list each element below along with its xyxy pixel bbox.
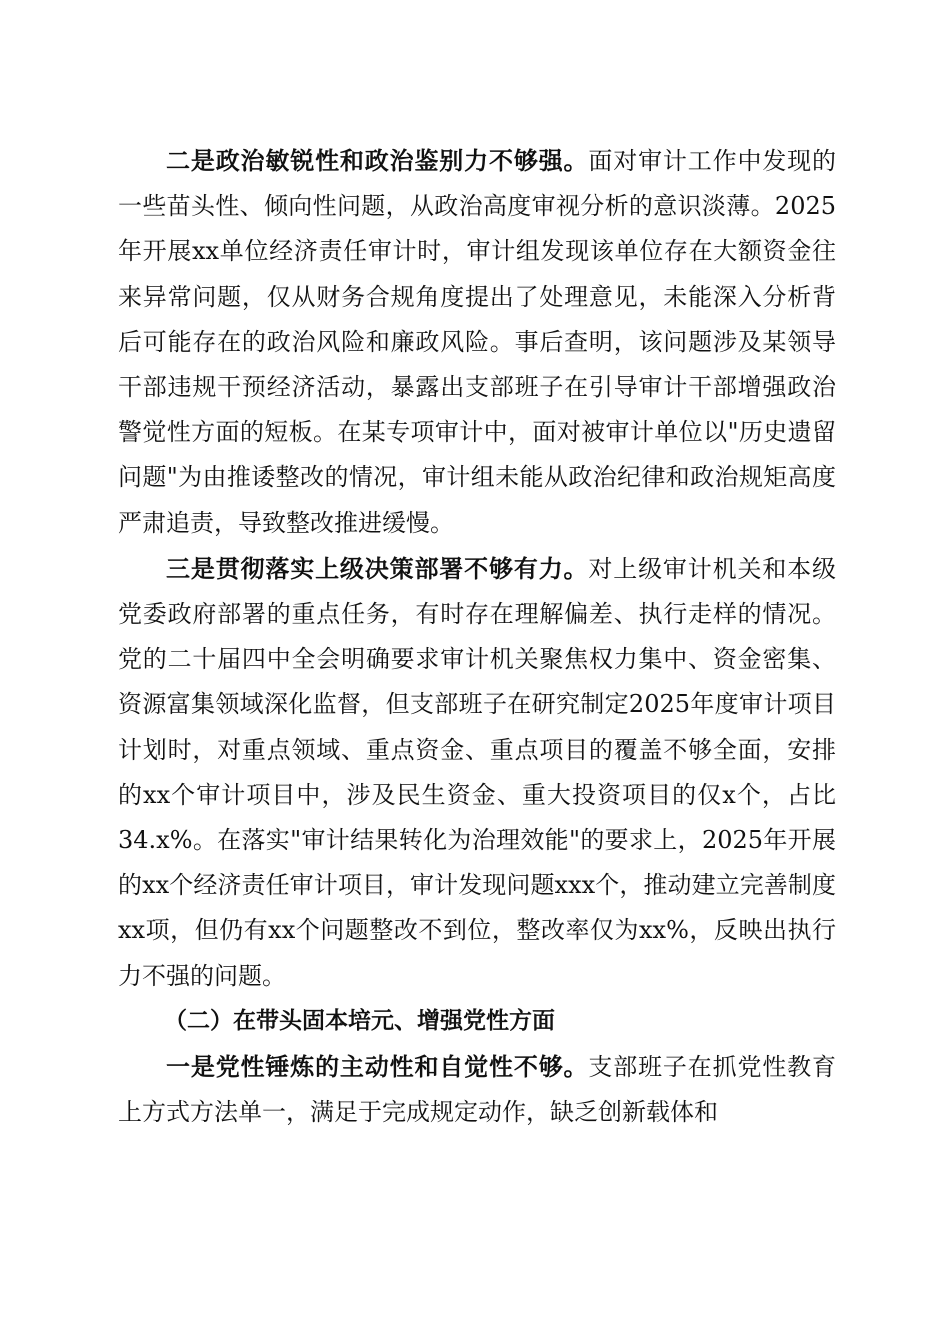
paragraph-body: 支部班子在抓党性教育上方式方法单一，满足于完成规定动作，缺乏创新载体和 bbox=[118, 1053, 837, 1127]
paragraph-lead: 三是贯彻落实上级决策部署不够有力。 bbox=[166, 553, 589, 583]
paragraph-body: 对上级审计机关和本级党委政府部署的重点任务，有时存在理解偏差、执行走样的情况。党的二十届四中全会明确要求审计机关聚焦权力集中、资金密集、资源富集领域深化监督，但支部班子在研究制定2025年度审计项目计划时，对重点领域、重点资金、重点项目的覆盖不够全面，安排的xx个审计项目中，涉及民生资金、重大投资项目的仅x个，占比34.x%。在落实"审计结果转化为治理效能"的要求上，2025年开展的xx个经济责任审计项目，审计发现问题xxx个，推动建立完善制度xx项，但仍有xx个问题整改不到位，整改率仅为xx%，反映出执行力不强的问题。 bbox=[118, 554, 837, 990]
paragraph-party-spirit bbox=[118, 1044, 836, 1135]
paragraph-lead: 二是政治敏锐性和政治鉴别力不够强。 bbox=[166, 146, 589, 175]
paragraph-political-sensitivity bbox=[118, 138, 836, 546]
section-heading: （二）在带头固本培元、增强党性方面 bbox=[164, 1007, 555, 1034]
document-body bbox=[118, 138, 836, 1135]
paragraph-body: 面对审计工作中发现的一些苗头性、倾向性问题，从政治高度审视分析的意识淡薄。2025年开展xx单位经济责任审计时，审计组发现该单位存在大额资金往来异常问题，仅从财务合规角度提出了处理意见，未能深入分析背后可能存在的政治风险和廉政风险。事后查明，该问题涉及某领导干部违规干预经济活动，暴露出支部班子在引导审计干部增强政治警觉性方面的短板。在某专项审计中，面对被审计单位以"历史遗留问题"为由推诿整改的情况，审计组未能从政治纪律和政治规矩高度严肃追责，导致整改推进缓慢。 bbox=[118, 147, 837, 537]
paragraph-implementation bbox=[118, 546, 836, 999]
paragraph-lead: 一是党性锤炼的主动性和自觉性不够。 bbox=[166, 1052, 589, 1082]
